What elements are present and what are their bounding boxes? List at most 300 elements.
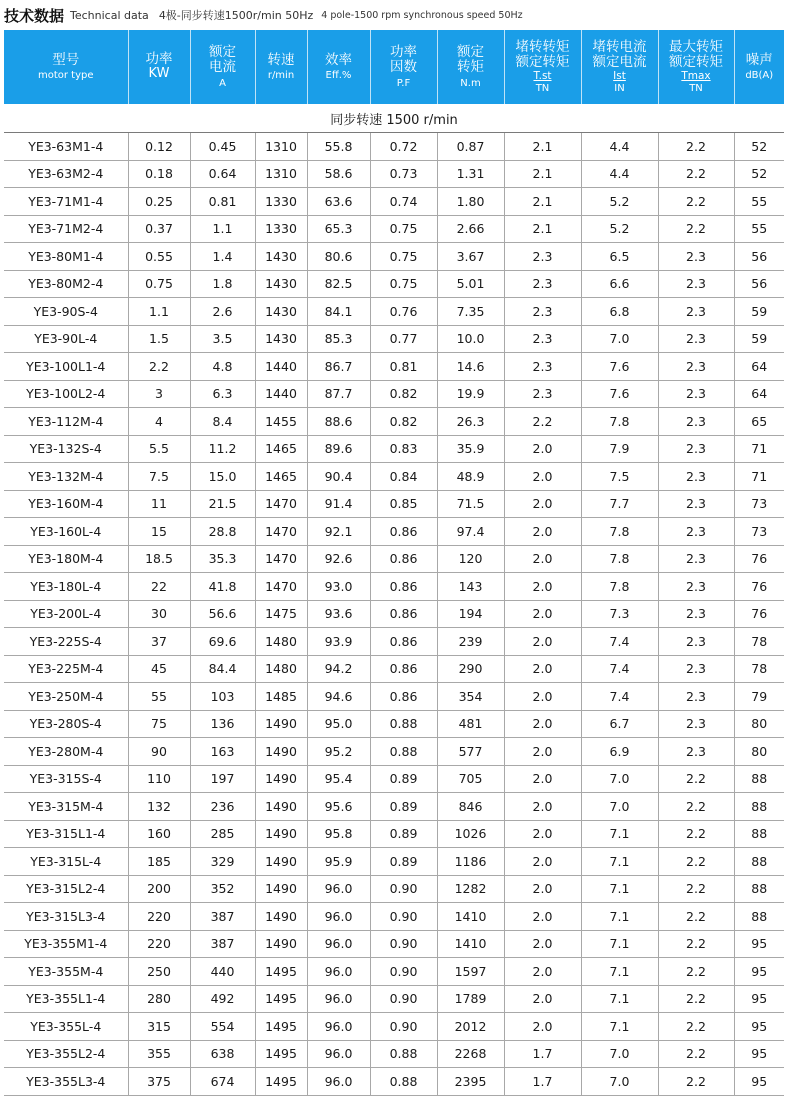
cell-locked-torque-ratio: 2.3 [504, 353, 581, 381]
cell-noise: 59 [734, 325, 784, 353]
cell-noise: 78 [734, 628, 784, 656]
table-row [4, 738, 784, 766]
cell-noise: 56 [734, 270, 784, 298]
cell-model: YE3-90S-4 [4, 298, 128, 326]
cell-power: 375 [128, 1068, 190, 1096]
cell-power: 7.5 [128, 463, 190, 491]
cell-noise: 88 [734, 875, 784, 903]
cell-locked-current-ratio: 7.0 [581, 765, 658, 793]
cell-model: YE3-71M1-4 [4, 188, 128, 216]
cell-power: 0.55 [128, 243, 190, 271]
cell-power-factor: 0.86 [370, 573, 437, 601]
cell-power: 18.5 [128, 545, 190, 573]
cell-power: 2.2 [128, 353, 190, 381]
cell-speed: 1310 [255, 133, 307, 161]
cell-max-torque-ratio: 2.3 [658, 270, 734, 298]
cell-torque: 1789 [437, 985, 504, 1013]
cell-power-factor: 0.72 [370, 133, 437, 161]
cell-speed: 1490 [255, 903, 307, 931]
table-row [4, 930, 784, 958]
cell-current: 15.0 [190, 463, 255, 491]
cell-model: YE3-355L3-4 [4, 1068, 128, 1096]
cell-speed: 1470 [255, 490, 307, 518]
cell-model: YE3-315L3-4 [4, 903, 128, 931]
cell-current: 6.3 [190, 380, 255, 408]
cell-speed: 1330 [255, 215, 307, 243]
cell-locked-torque-ratio: 2.3 [504, 298, 581, 326]
cell-torque: 239 [437, 628, 504, 656]
cell-speed: 1495 [255, 985, 307, 1013]
cell-efficiency: 94.2 [307, 655, 370, 683]
cell-power-factor: 0.83 [370, 435, 437, 463]
cell-locked-current-ratio: 6.7 [581, 710, 658, 738]
cell-efficiency: 93.0 [307, 573, 370, 601]
cell-locked-torque-ratio: 2.1 [504, 133, 581, 161]
cell-speed: 1490 [255, 875, 307, 903]
cell-speed: 1480 [255, 655, 307, 683]
header-rated-current: 额定 电流 A [190, 30, 255, 104]
cell-current: 554 [190, 1013, 255, 1041]
cell-locked-current-ratio: 7.6 [581, 380, 658, 408]
cell-power-factor: 0.88 [370, 710, 437, 738]
cell-locked-torque-ratio: 2.0 [504, 738, 581, 766]
cell-max-torque-ratio: 2.3 [658, 380, 734, 408]
cell-power-factor: 0.88 [370, 738, 437, 766]
cell-max-torque-ratio: 2.3 [658, 353, 734, 381]
cell-locked-current-ratio: 7.5 [581, 463, 658, 491]
cell-speed: 1440 [255, 380, 307, 408]
cell-noise: 95 [734, 958, 784, 986]
table-header-row [4, 30, 784, 104]
cell-max-torque-ratio: 2.3 [658, 710, 734, 738]
cell-locked-current-ratio: 6.6 [581, 270, 658, 298]
cell-max-torque-ratio: 2.2 [658, 160, 734, 188]
cell-model: YE3-355M-4 [4, 958, 128, 986]
cell-current: 2.6 [190, 298, 255, 326]
cell-speed: 1430 [255, 325, 307, 353]
cell-locked-torque-ratio: 2.0 [504, 573, 581, 601]
cell-efficiency: 96.0 [307, 1013, 370, 1041]
header-power: 功率 KW [128, 30, 190, 104]
cell-noise: 71 [734, 435, 784, 463]
header-speed: 转速 r/min [255, 30, 307, 104]
cell-locked-torque-ratio: 2.3 [504, 270, 581, 298]
table-row [4, 958, 784, 986]
cell-locked-current-ratio: 7.1 [581, 985, 658, 1013]
cell-power-factor: 0.82 [370, 380, 437, 408]
table-row [4, 325, 784, 353]
cell-locked-torque-ratio: 2.0 [504, 930, 581, 958]
cell-power-factor: 0.77 [370, 325, 437, 353]
cell-locked-current-ratio: 7.1 [581, 930, 658, 958]
page-title [0, 0, 790, 30]
cell-locked-current-ratio: 6.8 [581, 298, 658, 326]
header-rated-torque: 额定 转矩 N.m [437, 30, 504, 104]
cell-torque: 2268 [437, 1040, 504, 1068]
cell-max-torque-ratio: 2.3 [658, 518, 734, 546]
table-row [4, 188, 784, 216]
cell-torque: 354 [437, 683, 504, 711]
cell-max-torque-ratio: 2.3 [658, 243, 734, 271]
cell-power: 355 [128, 1040, 190, 1068]
cell-noise: 80 [734, 710, 784, 738]
cell-noise: 55 [734, 188, 784, 216]
cell-locked-current-ratio: 7.8 [581, 518, 658, 546]
cell-current: 1.1 [190, 215, 255, 243]
cell-model: YE3-200L-4 [4, 600, 128, 628]
cell-torque: 3.67 [437, 243, 504, 271]
cell-current: 387 [190, 930, 255, 958]
cell-power: 1.5 [128, 325, 190, 353]
cell-max-torque-ratio: 2.2 [658, 930, 734, 958]
cell-power: 5.5 [128, 435, 190, 463]
cell-locked-current-ratio: 7.8 [581, 408, 658, 436]
table-row [4, 848, 784, 876]
cell-speed: 1465 [255, 463, 307, 491]
cell-locked-current-ratio: 5.2 [581, 215, 658, 243]
cell-torque: 1.31 [437, 160, 504, 188]
cell-power: 110 [128, 765, 190, 793]
cell-efficiency: 94.6 [307, 683, 370, 711]
cell-max-torque-ratio: 2.3 [658, 738, 734, 766]
cell-power-factor: 0.86 [370, 683, 437, 711]
cell-efficiency: 95.2 [307, 738, 370, 766]
cell-speed: 1490 [255, 930, 307, 958]
table-row [4, 628, 784, 656]
sync-speed-row [4, 104, 784, 133]
cell-current: 3.5 [190, 325, 255, 353]
cell-locked-torque-ratio: 1.7 [504, 1040, 581, 1068]
cell-model: YE3-225M-4 [4, 655, 128, 683]
title-en: Technical data [70, 8, 149, 22]
cell-locked-torque-ratio: 2.0 [504, 875, 581, 903]
cell-noise: 95 [734, 1068, 784, 1096]
cell-torque: 2395 [437, 1068, 504, 1096]
cell-max-torque-ratio: 2.3 [658, 600, 734, 628]
cell-power-factor: 0.90 [370, 903, 437, 931]
cell-torque: 143 [437, 573, 504, 601]
cell-power: 220 [128, 903, 190, 931]
cell-torque: 705 [437, 765, 504, 793]
cell-locked-current-ratio: 7.1 [581, 1013, 658, 1041]
cell-speed: 1330 [255, 188, 307, 216]
cell-power-factor: 0.76 [370, 298, 437, 326]
cell-torque: 97.4 [437, 518, 504, 546]
cell-torque: 48.9 [437, 463, 504, 491]
cell-power-factor: 0.90 [370, 875, 437, 903]
cell-current: 103 [190, 683, 255, 711]
cell-noise: 73 [734, 518, 784, 546]
cell-efficiency: 87.7 [307, 380, 370, 408]
cell-model: YE3-250M-4 [4, 683, 128, 711]
cell-max-torque-ratio: 2.3 [658, 490, 734, 518]
cell-current: 236 [190, 793, 255, 821]
cell-model: YE3-180M-4 [4, 545, 128, 573]
cell-torque: 26.3 [437, 408, 504, 436]
cell-locked-torque-ratio: 2.0 [504, 1013, 581, 1041]
cell-power-factor: 0.90 [370, 985, 437, 1013]
cell-power-factor: 0.89 [370, 820, 437, 848]
cell-model: YE3-132M-4 [4, 463, 128, 491]
cell-locked-current-ratio: 7.1 [581, 958, 658, 986]
cell-current: 440 [190, 958, 255, 986]
cell-efficiency: 96.0 [307, 985, 370, 1013]
cell-current: 69.6 [190, 628, 255, 656]
cell-max-torque-ratio: 2.2 [658, 958, 734, 986]
cell-power-factor: 0.75 [370, 243, 437, 271]
table-row [4, 875, 784, 903]
cell-torque: 1410 [437, 903, 504, 931]
cell-noise: 88 [734, 848, 784, 876]
cell-noise: 52 [734, 160, 784, 188]
cell-locked-current-ratio: 6.9 [581, 738, 658, 766]
cell-max-torque-ratio: 2.3 [658, 463, 734, 491]
cell-locked-torque-ratio: 2.0 [504, 820, 581, 848]
cell-power-factor: 0.86 [370, 600, 437, 628]
cell-current: 387 [190, 903, 255, 931]
cell-model: YE3-315L2-4 [4, 875, 128, 903]
cell-noise: 79 [734, 683, 784, 711]
cell-efficiency: 92.1 [307, 518, 370, 546]
cell-torque: 1186 [437, 848, 504, 876]
cell-current: 28.8 [190, 518, 255, 546]
cell-efficiency: 90.4 [307, 463, 370, 491]
cell-efficiency: 65.3 [307, 215, 370, 243]
cell-noise: 95 [734, 930, 784, 958]
table-row [4, 353, 784, 381]
cell-power-factor: 0.84 [370, 463, 437, 491]
cell-model: YE3-315L1-4 [4, 820, 128, 848]
table-row [4, 545, 784, 573]
cell-locked-torque-ratio: 2.2 [504, 408, 581, 436]
header-locked-current-ratio: 堵转电流 额定电流 Ist IN [581, 30, 658, 104]
cell-locked-current-ratio: 7.0 [581, 325, 658, 353]
cell-locked-torque-ratio: 2.0 [504, 710, 581, 738]
cell-locked-torque-ratio: 2.0 [504, 683, 581, 711]
table-row [4, 133, 784, 161]
motor-spec-table [4, 30, 784, 1096]
cell-power-factor: 0.86 [370, 655, 437, 683]
cell-model: YE3-315M-4 [4, 793, 128, 821]
cell-power: 280 [128, 985, 190, 1013]
cell-locked-torque-ratio: 2.3 [504, 380, 581, 408]
cell-max-torque-ratio: 2.2 [658, 848, 734, 876]
cell-power-factor: 0.86 [370, 518, 437, 546]
cell-power-factor: 0.88 [370, 1040, 437, 1068]
cell-power-factor: 0.86 [370, 545, 437, 573]
table-row [4, 1013, 784, 1041]
cell-speed: 1485 [255, 683, 307, 711]
cell-noise: 78 [734, 655, 784, 683]
cell-model: YE3-100L2-4 [4, 380, 128, 408]
cell-efficiency: 85.3 [307, 325, 370, 353]
cell-locked-current-ratio: 7.4 [581, 683, 658, 711]
cell-noise: 71 [734, 463, 784, 491]
cell-locked-torque-ratio: 2.0 [504, 628, 581, 656]
cell-locked-torque-ratio: 2.0 [504, 903, 581, 931]
cell-torque: 10.0 [437, 325, 504, 353]
cell-max-torque-ratio: 2.2 [658, 903, 734, 931]
cell-speed: 1490 [255, 820, 307, 848]
cell-efficiency: 89.6 [307, 435, 370, 463]
cell-power-factor: 0.90 [370, 1013, 437, 1041]
table-row [4, 573, 784, 601]
table-row [4, 435, 784, 463]
cell-speed: 1495 [255, 1040, 307, 1068]
cell-speed: 1480 [255, 628, 307, 656]
table-row [4, 408, 784, 436]
cell-locked-torque-ratio: 2.0 [504, 518, 581, 546]
table-row [4, 518, 784, 546]
cell-max-torque-ratio: 2.2 [658, 215, 734, 243]
cell-locked-current-ratio: 4.4 [581, 160, 658, 188]
cell-power-factor: 0.74 [370, 188, 437, 216]
cell-locked-current-ratio: 7.1 [581, 903, 658, 931]
cell-current: 41.8 [190, 573, 255, 601]
cell-model: YE3-160M-4 [4, 490, 128, 518]
cell-current: 0.64 [190, 160, 255, 188]
cell-locked-torque-ratio: 2.0 [504, 793, 581, 821]
cell-torque: 290 [437, 655, 504, 683]
cell-efficiency: 82.5 [307, 270, 370, 298]
cell-locked-torque-ratio: 2.0 [504, 600, 581, 628]
cell-efficiency: 95.0 [307, 710, 370, 738]
cell-locked-torque-ratio: 2.0 [504, 463, 581, 491]
cell-locked-torque-ratio: 2.3 [504, 243, 581, 271]
cell-speed: 1475 [255, 600, 307, 628]
cell-max-torque-ratio: 2.3 [658, 298, 734, 326]
cell-max-torque-ratio: 2.2 [658, 1013, 734, 1041]
cell-locked-torque-ratio: 2.0 [504, 958, 581, 986]
cell-locked-current-ratio: 7.7 [581, 490, 658, 518]
title-sub-en: 4 pole-1500 rpm synchronous speed 50Hz [321, 9, 523, 21]
cell-noise: 56 [734, 243, 784, 271]
cell-current: 84.4 [190, 655, 255, 683]
cell-max-torque-ratio: 2.2 [658, 985, 734, 1013]
table-row [4, 820, 784, 848]
cell-locked-torque-ratio: 1.7 [504, 1068, 581, 1096]
cell-power: 22 [128, 573, 190, 601]
cell-power: 0.18 [128, 160, 190, 188]
cell-locked-torque-ratio: 2.0 [504, 435, 581, 463]
cell-power: 90 [128, 738, 190, 766]
cell-efficiency: 58.6 [307, 160, 370, 188]
cell-speed: 1470 [255, 573, 307, 601]
cell-current: 8.4 [190, 408, 255, 436]
cell-noise: 52 [734, 133, 784, 161]
sync-speed-label: 同步转速 1500 r/min [4, 104, 784, 133]
cell-power: 30 [128, 600, 190, 628]
cell-current: 35.3 [190, 545, 255, 573]
cell-model: YE3-71M2-4 [4, 215, 128, 243]
cell-torque: 14.6 [437, 353, 504, 381]
table-row [4, 985, 784, 1013]
cell-speed: 1430 [255, 243, 307, 271]
cell-model: YE3-132S-4 [4, 435, 128, 463]
cell-noise: 76 [734, 573, 784, 601]
cell-model: YE3-160L-4 [4, 518, 128, 546]
cell-current: 163 [190, 738, 255, 766]
cell-power: 55 [128, 683, 190, 711]
cell-current: 4.8 [190, 353, 255, 381]
cell-locked-current-ratio: 7.4 [581, 628, 658, 656]
cell-efficiency: 96.0 [307, 1040, 370, 1068]
cell-locked-current-ratio: 7.0 [581, 793, 658, 821]
header-locked-torque-ratio: 堵转转矩 额定转矩 T.st TN [504, 30, 581, 104]
cell-locked-torque-ratio: 2.1 [504, 188, 581, 216]
cell-power-factor: 0.90 [370, 930, 437, 958]
table-row [4, 160, 784, 188]
cell-noise: 64 [734, 353, 784, 381]
cell-efficiency: 93.9 [307, 628, 370, 656]
cell-current: 674 [190, 1068, 255, 1096]
cell-max-torque-ratio: 2.3 [658, 655, 734, 683]
cell-locked-torque-ratio: 2.0 [504, 490, 581, 518]
cell-max-torque-ratio: 2.3 [658, 683, 734, 711]
cell-power-factor: 0.90 [370, 958, 437, 986]
cell-speed: 1495 [255, 1013, 307, 1041]
cell-noise: 76 [734, 545, 784, 573]
cell-speed: 1430 [255, 270, 307, 298]
cell-efficiency: 96.0 [307, 1068, 370, 1096]
cell-max-torque-ratio: 2.3 [658, 435, 734, 463]
cell-model: YE3-355M1-4 [4, 930, 128, 958]
cell-torque: 1597 [437, 958, 504, 986]
cell-power-factor: 0.89 [370, 793, 437, 821]
cell-max-torque-ratio: 2.3 [658, 408, 734, 436]
cell-efficiency: 96.0 [307, 903, 370, 931]
cell-noise: 95 [734, 985, 784, 1013]
title-cn: 技术数据 [4, 6, 65, 25]
cell-efficiency: 91.4 [307, 490, 370, 518]
cell-current: 492 [190, 985, 255, 1013]
cell-power: 0.25 [128, 188, 190, 216]
cell-max-torque-ratio: 2.2 [658, 875, 734, 903]
cell-efficiency: 96.0 [307, 958, 370, 986]
cell-model: YE3-355L-4 [4, 1013, 128, 1041]
cell-torque: 120 [437, 545, 504, 573]
cell-locked-torque-ratio: 2.3 [504, 325, 581, 353]
cell-power-factor: 0.75 [370, 270, 437, 298]
cell-locked-current-ratio: 7.0 [581, 1040, 658, 1068]
cell-power: 315 [128, 1013, 190, 1041]
cell-efficiency: 86.7 [307, 353, 370, 381]
cell-locked-torque-ratio: 2.0 [504, 655, 581, 683]
table-row [4, 1040, 784, 1068]
table-row [4, 243, 784, 271]
cell-current: 0.45 [190, 133, 255, 161]
cell-speed: 1470 [255, 545, 307, 573]
table-row [4, 683, 784, 711]
cell-torque: 0.87 [437, 133, 504, 161]
cell-locked-current-ratio: 7.8 [581, 573, 658, 601]
cell-power: 220 [128, 930, 190, 958]
table-row [4, 298, 784, 326]
cell-current: 352 [190, 875, 255, 903]
cell-speed: 1440 [255, 353, 307, 381]
table-row [4, 463, 784, 491]
cell-noise: 88 [734, 820, 784, 848]
cell-locked-current-ratio: 6.5 [581, 243, 658, 271]
cell-torque: 5.01 [437, 270, 504, 298]
cell-power-factor: 0.89 [370, 765, 437, 793]
cell-max-torque-ratio: 2.3 [658, 325, 734, 353]
table-row [4, 765, 784, 793]
cell-current: 638 [190, 1040, 255, 1068]
cell-efficiency: 95.4 [307, 765, 370, 793]
cell-noise: 76 [734, 600, 784, 628]
cell-current: 1.4 [190, 243, 255, 271]
